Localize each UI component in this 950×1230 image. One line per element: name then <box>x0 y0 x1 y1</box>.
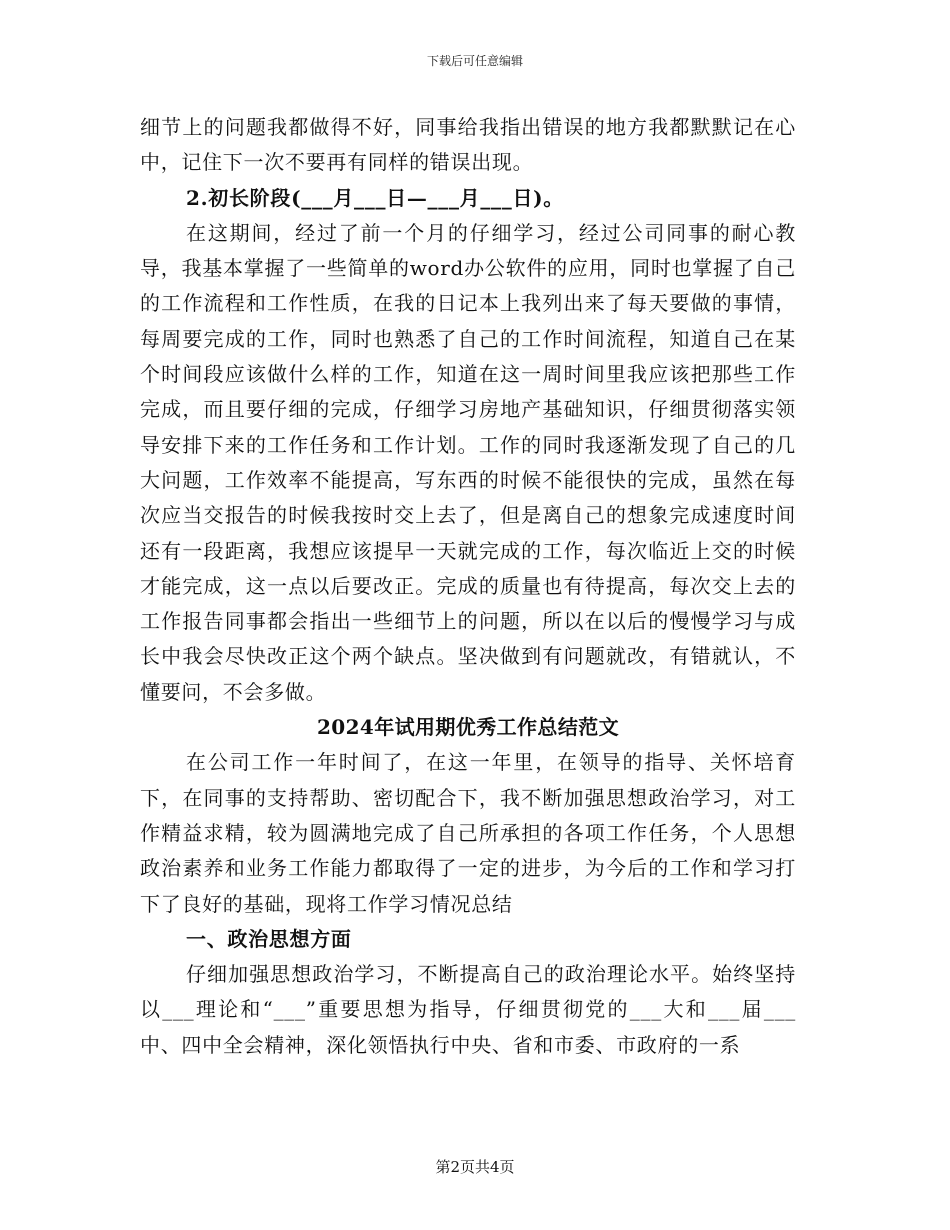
document-body <box>140 110 796 1063</box>
page-footer: 第2页共4页 <box>435 1158 515 1176</box>
paragraph-stage2: 在这期间，经过了前一个月的仔细学习，经过公司同事的耐心教导，我基本掌握了一些简单的word办公软件的应用，同时也掌握了自己的工作流程和工作性质，在我的日记本上我列出来了每天要做的事情，每周要完成的工作，同时也熟悉了自己的工作时间流程，知道自己在某个时间段应该做什么样的工作，知道在这一周时间里我应该把那些工作完成，而且要仔细的完成，仔细学习房地产基础知识，仔细贯彻落实领导安排下来的工作任务和工作计划。工作的同时我逐渐发现了自己的几大问题，工作效率不能提高，写东西的时候不能很快的完成，虽然在每次应当交报告的时候我按时交上去了，但是离自己的想象完成速度时间还有一段距离，我想应该提早一天就完成的工作，每次临近上交的时候才能完成，这一点以后要改正。完成的质量也有待提高，每次交上去的工作报告同事都会指出一些细节上的问题，所以在以后的慢慢学习与成长中我会尽快改正这个两个缺点。坚决做到有问题就改，有错就认，不懂要问，不会多做。 <box>140 220 796 704</box>
article-title: 2024年试用期优秀工作总结范文 <box>316 715 620 740</box>
section-heading-stage2: 2.初长阶段(___月___日—___月___日)。 <box>186 185 565 210</box>
section-heading-politics: 一、政治思想方面 <box>186 926 352 951</box>
paragraph-continuation: 细节上的问题我都做得不好，同事给我指出错误的地方我都默默记在心中，记住下一次不要再有同样的错误出现。 <box>140 115 796 175</box>
paragraph-politics: 仔细加强思想政治学习，不断提高自己的政治理论水平。始终坚持以___理论和“___”重要思想为指导，仔细贯彻党的___大和___届___中、四中全会精神，深化领悟执行中央、省和市委、市政府的一系 <box>140 962 796 1057</box>
paragraph-intro: 在公司工作一年时间了，在这一年里，在领导的指导、关怀培育下，在同事的支持帮助、密切配合下，我不断加强思想政治学习，对工作精益求精，较为圆满地完成了自己所承担的各项工作任务，个人思想政治素养和业务工作能力都取得了一定的进步，为今后的工作和学习打下了良好的基础，现将工作学习情况总结 <box>140 750 796 916</box>
page-header: 下载后可任意编辑 <box>426 54 523 68</box>
